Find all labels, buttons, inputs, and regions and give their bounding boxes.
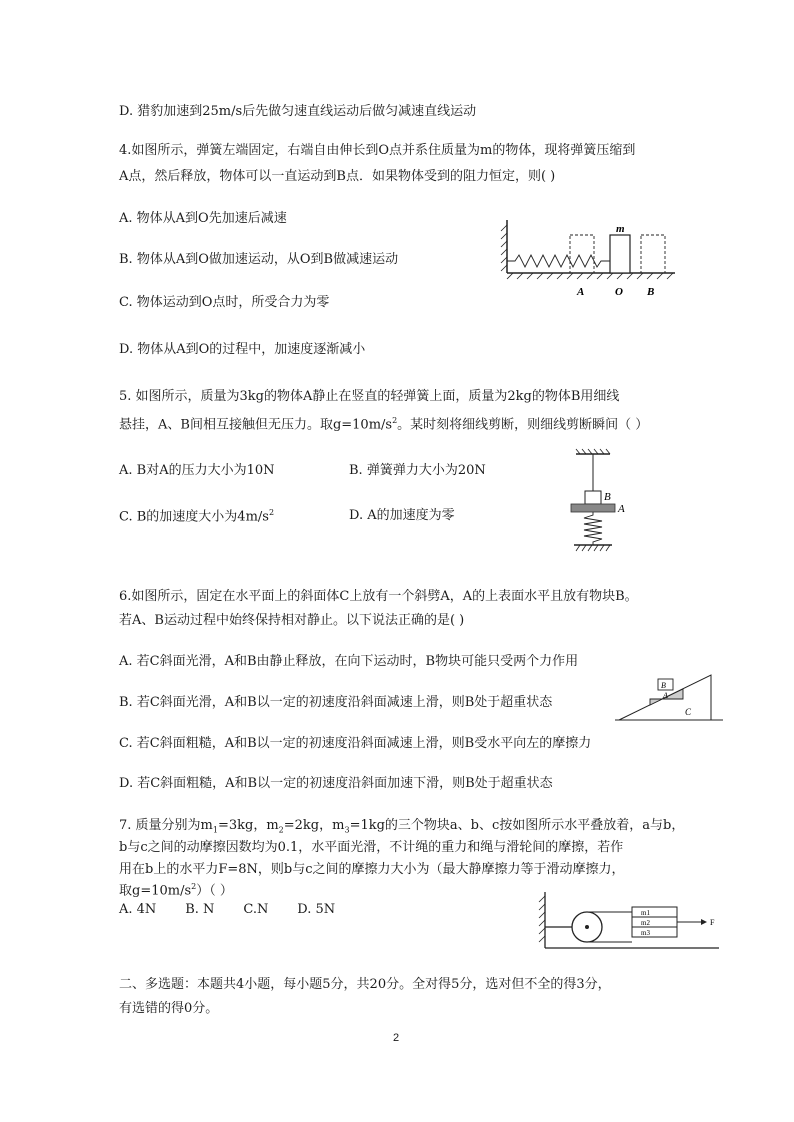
q5-stem-line2: 悬挂，A、B间相互接触但无压力。取$g=10m/s^2$。某时刻将细线剪断，则细线剪断瞬间（ ） — [119, 416, 649, 433]
q4-option-a: A. 物体从A到O先加速后减速 — [119, 211, 287, 226]
q4-label-b: B — [647, 286, 655, 298]
q5-option-d: D. A的加速度为零 — [349, 508, 455, 523]
q4-stem-line2: A点，然后释放，物体可以一直运动到B点．如果物体受到的阻力恒定，则( ) — [119, 169, 556, 184]
q4-option-d: D. 物体从A到O的过程中，加速度逐渐减小 — [119, 342, 366, 357]
q5-stem-line1: 5. 如图所示，质量为3kg的物体A静止在竖直的轻弹簧上面，质量为2kg的物体B用细线 — [119, 389, 620, 404]
q4-option-c: C. 物体运动到O点时，所受合力为零 — [119, 295, 330, 310]
q7-label-f: F — [710, 918, 715, 927]
section2-line1: 二、多选题：本题共4小题，每小题5分，共20分。全对得5分，选对但不全的得3分， — [119, 977, 611, 992]
q5-option-c: C. B的加速度大小为$4m/s^2$ — [119, 508, 275, 525]
q7-label-m3: m3 — [641, 929, 650, 937]
q7-stem-line3: 用在b上的水平力F=8N，则b与c之间的摩擦力大小为（最大静摩擦力等于滑动摩擦力， — [119, 862, 625, 877]
q6-stem-line2: 若A、B运动过程中始终保持相对静止。以下说法正确的是( ) — [119, 613, 465, 628]
q6-option-a: A. 若C斜面光滑，A和B由静止释放，在向下运动时，B物块可能只受两个力作用 — [119, 654, 579, 669]
q7-label-m1: m1 — [641, 909, 650, 917]
q7-stem-line1: 7. 质量分别为$m_1=3kg$，$m_2=2kg$，$m_3=1kg$的三个物块a、b、c按如图所示水平叠放着，a与b， — [119, 818, 685, 835]
q7-stem-line2: b与c之间的动摩擦因数均为0.1，水平面光滑，不计绳的重力和绳与滑轮间的摩擦，若作 — [119, 840, 624, 855]
q4-option-b: B. 物体从A到O做加速运动，从O到B做减速运动 — [119, 252, 399, 267]
q7-pulley-diagram — [535, 890, 725, 952]
q4-label-o: O — [615, 286, 623, 298]
section2-line2: 有选错的得0分。 — [119, 1001, 219, 1016]
q4-label-a: A — [577, 286, 585, 298]
q6-option-b: B. 若C斜面光滑，A和B以一定的初速度沿斜面减速上滑，则B处于超重状态 — [119, 695, 553, 710]
q6-label-a: A — [663, 691, 668, 700]
q4-label-m: m — [616, 223, 625, 235]
q5-label-a: A — [618, 503, 625, 515]
q7-options: A. 4N B. N C.N D. 5N — [119, 902, 336, 917]
q6-option-c: C. 若C斜面粗糙，A和B以一定的初速度沿斜面减速上滑，则B受水平向左的摩擦力 — [119, 736, 592, 751]
q4-spring-diagram — [495, 215, 680, 300]
q6-option-d: D. 若C斜面粗糙，A和B以一定的初速度沿斜面加速下滑，则B处于超重状态 — [119, 776, 553, 791]
q5-spring-hang-diagram — [560, 448, 640, 556]
q5-option-b: B. 弹簧弹力大小为20N — [349, 463, 486, 478]
q7-label-m2: m2 — [641, 919, 650, 927]
q4-stem-line1: 4.如图所示，弹簧左端固定，右端自由伸长到O点并系住质量为m的物体，现将弹簧压缩到 — [119, 143, 636, 158]
q6-label-b: B — [661, 681, 666, 690]
q5-option-a: A. B对A的压力大小为10N — [119, 463, 275, 478]
q6-stem-line1: 6.如图所示，固定在水平面上的斜面体C上放有一个斜劈A，A的上表面水平且放有物块B。 — [119, 589, 638, 604]
q6-incline-diagram — [615, 667, 725, 725]
q7-stem-line4: 取$g=10m/s^2$）（ ） — [119, 882, 233, 899]
q5-label-b: B — [604, 491, 611, 503]
page-number: 2 — [393, 1032, 400, 1044]
q3-option-d: D. 猎豹加速到25m/s后先做匀速直线运动后做匀减速直线运动 — [119, 104, 477, 119]
q6-label-c: C — [685, 707, 692, 717]
